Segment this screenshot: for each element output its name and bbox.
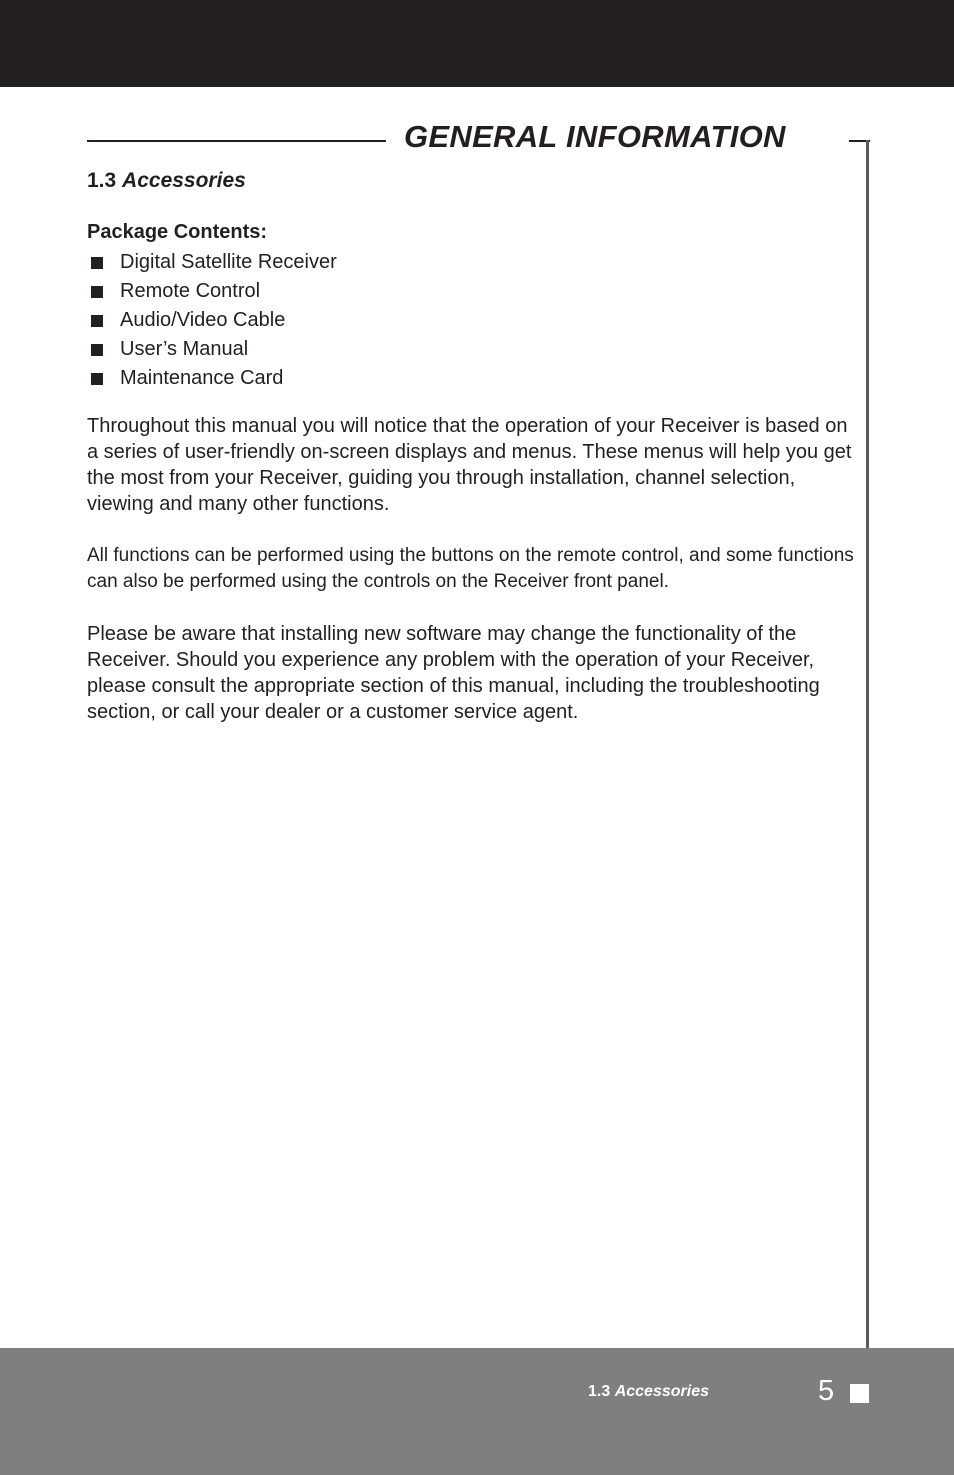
subsection-heading [87, 167, 246, 195]
list-item-text: Maintenance Card [120, 367, 284, 389]
package-contents-list [87, 248, 857, 393]
page-content [87, 219, 857, 725]
body-paragraph: Throughout this manual you will notice that the operation of your Receiver is based on a series of user-friendly on-screen displays and menus. These menus will help you get the most from your Receiver, guiding you through installation, channel selection, viewing and many other functions. [87, 415, 852, 515]
list-item [87, 335, 857, 364]
footer-section-title: Accessories [614, 1383, 709, 1400]
square-bullet-icon [91, 257, 103, 269]
list-item [87, 248, 857, 277]
page-number: 5 [818, 1375, 835, 1407]
list-item-text: Remote Control [120, 280, 261, 302]
list-item-text: Digital Satellite Receiver [120, 251, 337, 273]
list-item [87, 306, 857, 335]
subsection-title: Accessories [122, 169, 246, 192]
square-bullet-icon [91, 315, 103, 327]
section-title: GENERAL INFORMATION [404, 119, 786, 154]
header-rule-left [87, 140, 386, 142]
body-paragraph: Please be aware that installing new software may change the functionality of the Receiver. Should you experience any problem with the operation of your Receiver, please consult the appropriate section of this manual, including the troubleshooting section, or call your dealer or a customer service agent. [87, 623, 820, 723]
footer-section-label [588, 1380, 709, 1404]
square-bullet-icon [91, 373, 103, 385]
list-item-text: User’s Manual [120, 338, 249, 360]
list-item [87, 364, 857, 393]
list-item [87, 277, 857, 306]
top-header-bar [0, 0, 954, 87]
footer-square-icon [850, 1384, 869, 1403]
footer-bar [0, 1348, 954, 1475]
list-item-text: Audio/Video Cable [120, 309, 286, 331]
body-paragraph: All functions can be performed using the buttons on the remote control, and some functions can also be performed using the controls on the Receiver front panel. [87, 545, 854, 592]
square-bullet-icon [91, 286, 103, 298]
footer-section-number: 1.3 [588, 1383, 611, 1400]
page-margin-rule [866, 140, 869, 1350]
subsection-number: 1.3 [87, 169, 117, 192]
package-contents-label: Package Contents: [87, 221, 268, 243]
square-bullet-icon [91, 344, 103, 356]
